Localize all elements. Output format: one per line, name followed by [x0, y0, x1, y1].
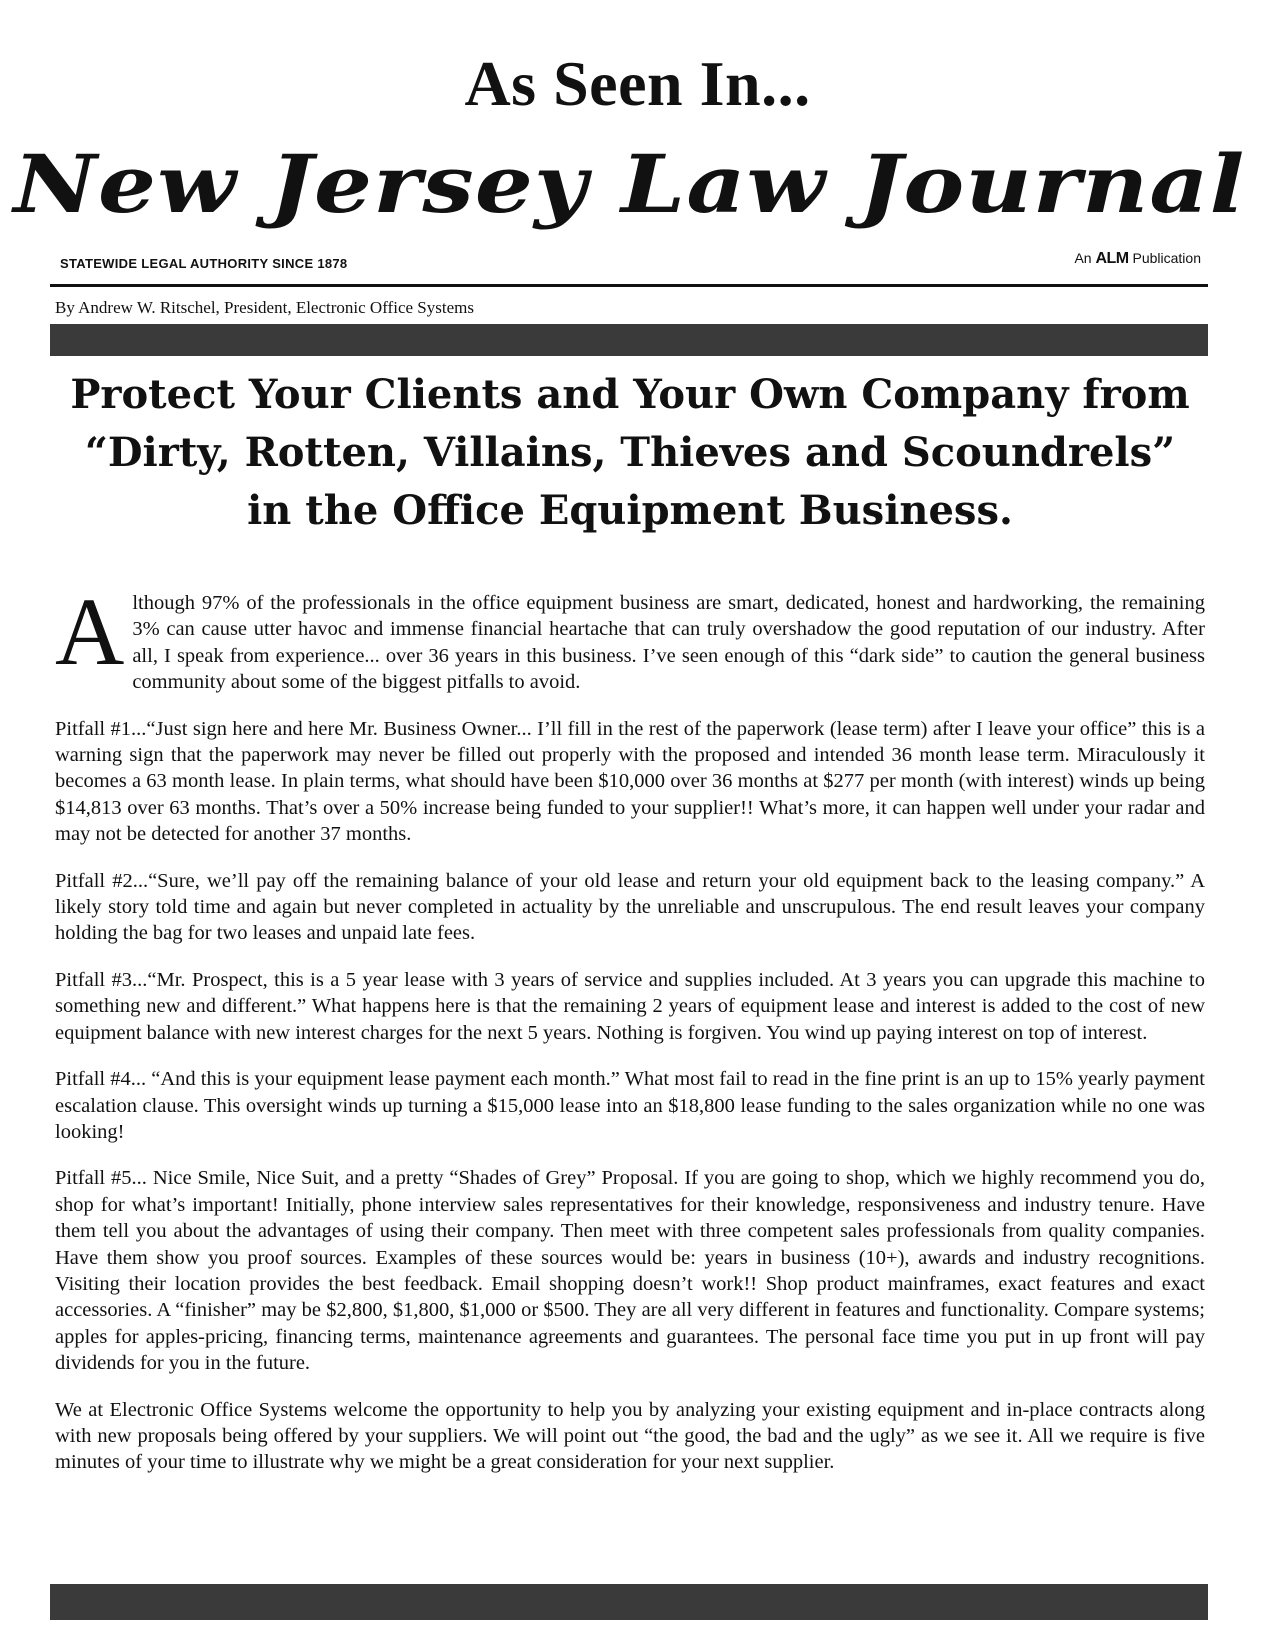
pitfall-2-paragraph: Pitfall #2...“Sure, we’ll pay off the remaining balance of your old lease and return your old equipment back to the leasing company.” A likely story told time and again but never completed in actuality by the unreliable and unscrupulous. The end result leaves your company holding the bag for two leases and unpaid late fees. — [55, 869, 1205, 945]
headline-line-2: “Dirty, Rotten, Villains, Thieves and Scoundrels” — [84, 429, 1176, 476]
alm-logo: ALM — [1095, 250, 1129, 267]
article-body — [55, 578, 1205, 1496]
intro-paragraph — [55, 578, 1205, 696]
bottom-decorative-bar — [50, 1584, 1208, 1620]
publisher-prefix: An — [1074, 250, 1092, 266]
headline-line-3: in the Office Equipment Business. — [247, 487, 1013, 534]
pitfall-5-paragraph: Pitfall #5... Nice Smile, Nice Suit, and a pretty “Shades of Grey” Proposal. If you are going to shop, which we highly recommend you do, shop for what’s important! Initially, phone interview sales representatives for their knowledge, responsiveness and industry tenure. Have them tell you about the advantages of using their company. Then meet with three competent sales professionals from quality companies. Have them show you proof sources. Examples of these sources would be: years in business (10+), awards and industry recognitions. Visiting their location provides the best feedback. Email shopping doesn’t work!! Shop product mainframes, exact features and exact accessories. A “finisher” may be $2,800, $1,800, $1,000 or $500. They are all very different in features and functionality. Compare systems; apples for apples-pricing, financing terms, maintenance agreements and guarantees. The personal face time you put in up front will pay dividends for you in the future. — [55, 1167, 1205, 1375]
masthead-divider — [50, 284, 1208, 287]
closing-paragraph: We at Electronic Office Systems welcome the opportunity to help you by analyzing your existing equipment and in-place contracts along with new proposals being offered by your suppliers. We will point out “the good, the bad and the ugly” as we see it. All we require is five minutes of your time to illustrate why we might be a great consideration for your next supplier. — [55, 1398, 1205, 1474]
masthead-logo: New Jersey Law Journal — [13, 137, 1246, 231]
top-decorative-bar — [50, 324, 1208, 356]
masthead-tagline: STATEWIDE LEGAL AUTHORITY SINCE 1878 — [60, 256, 348, 271]
article-headline — [60, 366, 1200, 540]
newspaper-masthead — [13, 137, 1246, 271]
intro-text: lthough 97% of the professionals in the office equipment business are smart, dedicated, honest and hardworking, the remaining 3% can cause utter havoc and immense financial heartache that can truly overshadow the good reputation of our industry. After all, I speak from experience... over 36 years in this business. I’ve seen enough of this “dark side” to caution the general business community about some of the biggest pitfalls to avoid. — [132, 592, 1205, 694]
headline-line-1: Protect Your Clients and Your Own Company from — [70, 371, 1190, 418]
publisher-suffix: Publication — [1132, 250, 1201, 266]
byline: By Andrew W. Ritschel, President, Electronic Office Systems — [55, 298, 474, 317]
drop-cap: A — [55, 578, 125, 685]
pitfall-3-paragraph: Pitfall #3...“Mr. Prospect, this is a 5 year lease with 3 years of service and supplies included. At 3 years you can upgrade this machine to something new and different.” What happens here is that the remaining 2 years of equipment lease and interest is added to the cost of new equipment balance with new interest charges for the next 5 years. Nothing is forgiven. You wind up paying interest on top of interest. — [55, 968, 1205, 1044]
publisher-credit — [1074, 250, 1201, 268]
as-seen-in-heading: As Seen In... — [464, 48, 811, 119]
pitfall-4-paragraph: Pitfall #4... “And this is your equipment lease payment each month.” What most fail to read in the fine print is an up to 15% yearly payment escalation clause. This oversight winds up turning a $15,000 lease into an $18,800 lease funding to the sales organization while no one was looking! — [55, 1068, 1205, 1143]
pitfall-1-paragraph: Pitfall #1...“Just sign here and here Mr. Business Owner... I’ll fill in the rest of the paperwork (lease term) after I leave your office” this is a warning sign that the paperwork may never be filled out properly with the proposed and intended 36 month lease term. Miraculously it becomes a 63 month lease. In plain terms, what should have been $10,000 over 36 months at $277 per month (with interest) winds up being $14,813 over 63 months. That’s over a 50% increase being funded to your supplier!! What’s more, it can happen well under your radar and may not be detected for another 37 months. — [55, 717, 1205, 846]
